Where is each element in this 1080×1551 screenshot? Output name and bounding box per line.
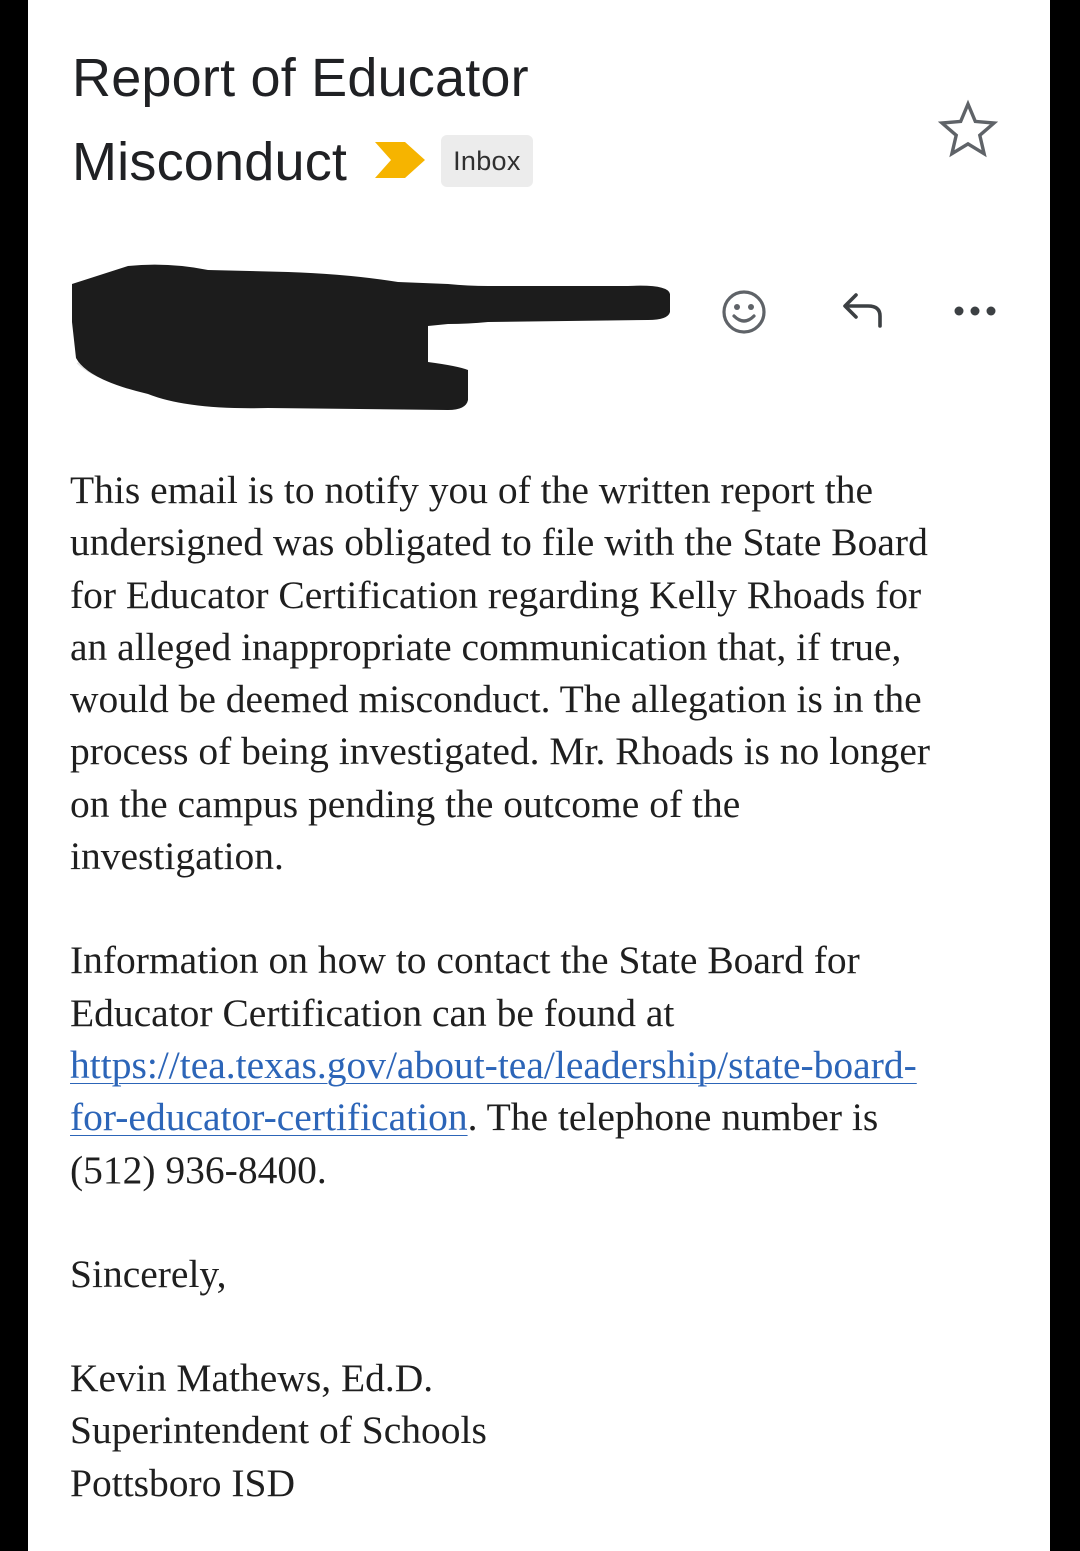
subject-line-2: Misconduct [72, 132, 348, 192]
more-options-icon[interactable] [950, 296, 1000, 326]
contact-info-paragraph [70, 934, 1020, 1195]
subject-line-1: Report of Educator [72, 48, 529, 108]
reply-icon[interactable] [836, 286, 888, 334]
body-line: on the campus pending the outcome of the [70, 781, 741, 826]
signature-organization: Pottsboro ISD [70, 1460, 295, 1505]
email-subject [72, 36, 852, 204]
closing: Sincerely, [70, 1251, 227, 1296]
importance-marker-icon[interactable] [375, 120, 425, 204]
smiley-face-icon[interactable] [720, 288, 768, 336]
body-line: process of being investigated. Mr. Rhoads is no longer [70, 729, 931, 774]
signature-title: Superintendent of Schools [70, 1408, 487, 1453]
redacted-sender [68, 262, 678, 412]
email-view [28, 0, 1050, 1551]
body-line: an alleged inappropriate communication that, if true, [70, 624, 902, 669]
subject-line-2-row [72, 120, 852, 204]
inbox-label[interactable]: Inbox [441, 135, 533, 187]
body-line: investigation. [70, 834, 284, 879]
telephone-intro: . The telephone number is [467, 1095, 879, 1140]
signature-name: Kevin Mathews, Ed.D. [70, 1356, 434, 1401]
body-line: This email is to notify you of the written report the [70, 468, 873, 512]
sbec-link-part-1[interactable]: https://tea.texas.gov/about-tea/leadership/state-board- [70, 1042, 917, 1087]
body-line: for Educator Certification regarding Kelly Rhoads for [70, 572, 922, 617]
body-line: undersigned was obligated to file with the State Board [70, 520, 928, 565]
body-line: Educator Certification can be found at [70, 990, 675, 1035]
body-line: would be deemed misconduct. The allegation is in the [70, 677, 922, 722]
email-body [70, 464, 1020, 1509]
body-line: Information on how to contact the State Board for [70, 938, 860, 983]
notification-paragraph [70, 464, 1020, 882]
link-line-2 [70, 1091, 1020, 1143]
sbec-link-part-2[interactable]: for-educator-certification [70, 1095, 468, 1140]
star-icon[interactable] [936, 98, 1000, 162]
phone-number: (512) 936-8400. [70, 1147, 327, 1192]
link-line-1 [70, 1039, 1020, 1091]
signature-block [70, 1352, 1020, 1509]
